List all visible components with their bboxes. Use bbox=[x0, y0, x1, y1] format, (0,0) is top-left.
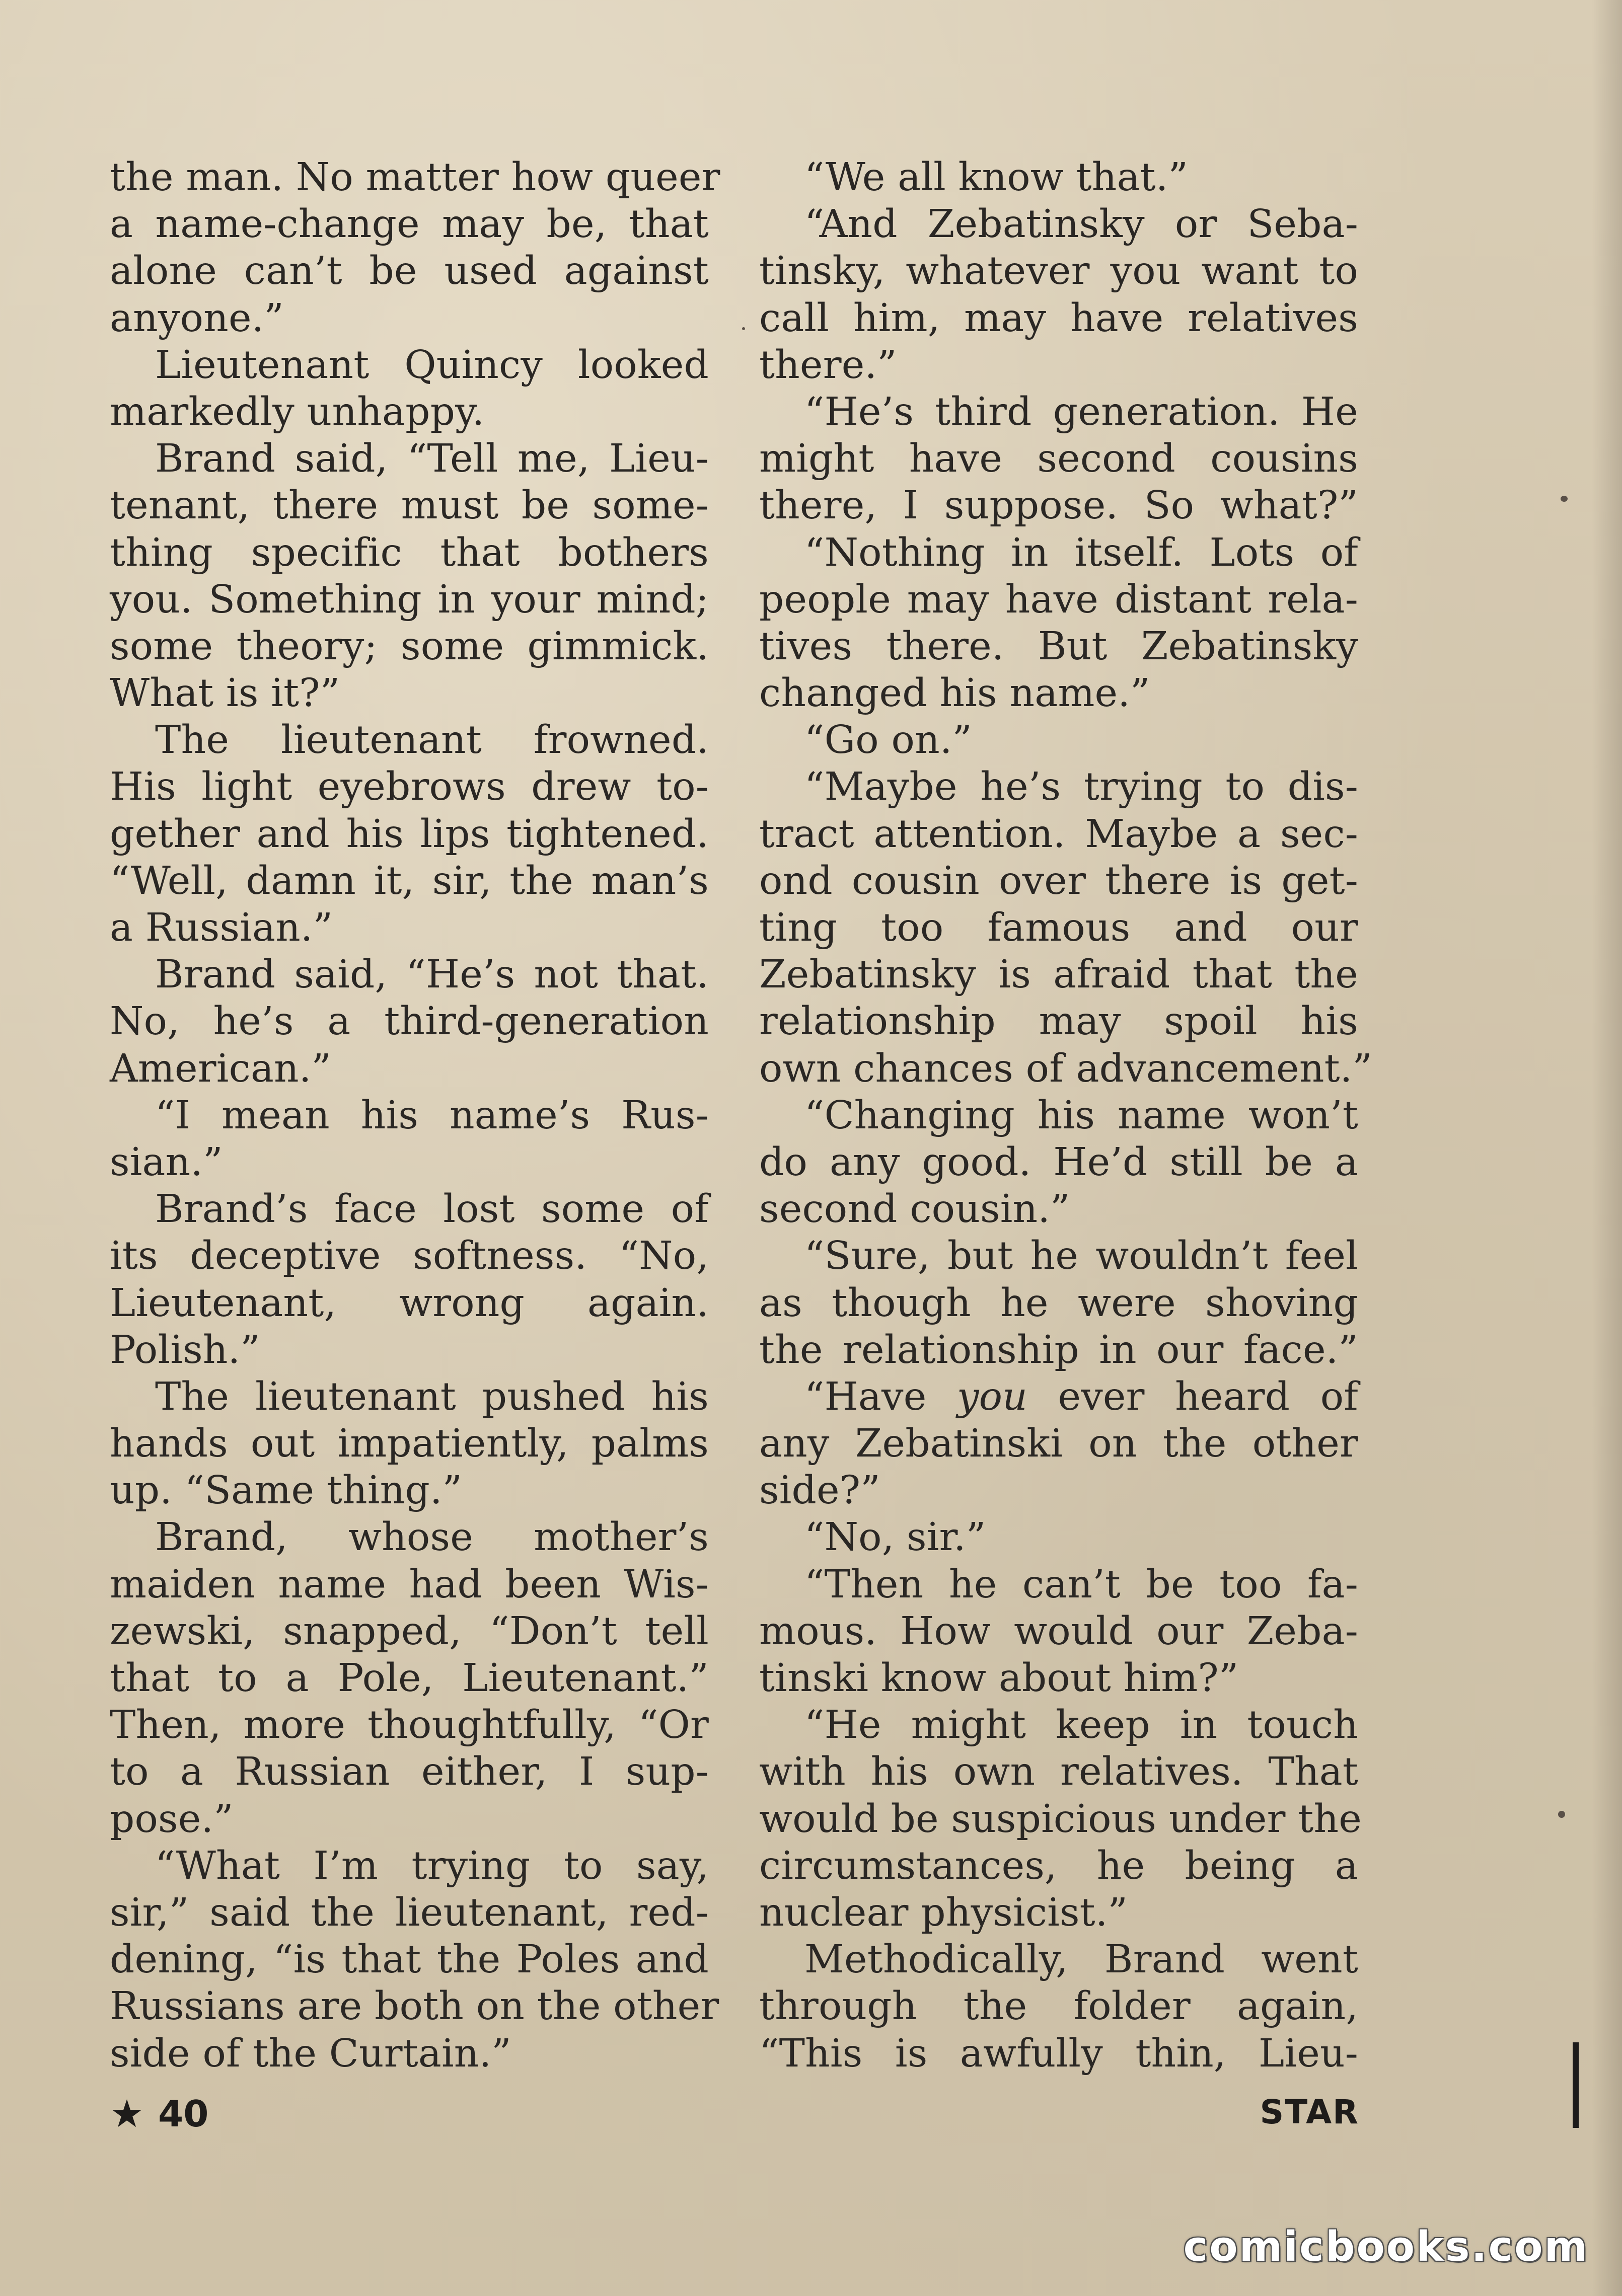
text-line: gether and his lips tightened. bbox=[110, 811, 709, 857]
page-edge-shadow bbox=[1592, 0, 1622, 2296]
text-line: its deceptive softness. “No, bbox=[110, 1234, 709, 1279]
page-footer-left bbox=[110, 2093, 208, 2135]
text-line: Brand said, “He’s not that. bbox=[155, 952, 709, 998]
text-line: nuclear physicist.” bbox=[759, 1890, 1128, 1935]
text-line: sir,” said the lieutenant, red- bbox=[110, 1890, 709, 1935]
text-line: up. “Same thing.” bbox=[110, 1468, 463, 1513]
text-line: Brand’s face lost some of bbox=[155, 1187, 709, 1232]
text-line: Lieutenant Quincy looked bbox=[155, 342, 709, 388]
text-line: call him, may have relatives bbox=[759, 295, 1358, 341]
text-line: “I mean his name’s Rus- bbox=[155, 1093, 709, 1138]
text-line: “Changing his name won’t bbox=[804, 1093, 1358, 1138]
text-line: tinsky, whatever you want to bbox=[759, 249, 1358, 294]
text-line: “This is awfully thin, Lieu- bbox=[759, 2031, 1358, 2076]
text-line: dening, “is that the Poles and bbox=[110, 1937, 709, 1982]
text-line: American.” bbox=[110, 1046, 332, 1091]
text-line: “He’s third generation. He bbox=[804, 389, 1358, 434]
text-line: the relationship in our face.” bbox=[759, 1327, 1358, 1372]
text-line: ond cousin over there is get- bbox=[759, 858, 1358, 903]
star-icon: ★ bbox=[110, 2091, 144, 2136]
text-line: ting too famous and our bbox=[759, 905, 1358, 950]
text-line: that to a Pole, Lieutenant.” bbox=[110, 1656, 709, 1701]
text-line: “Well, damn it, sir, the man’s bbox=[110, 858, 709, 903]
text-line: the man. No matter how queer bbox=[110, 155, 720, 200]
text-line: “We all know that.” bbox=[804, 155, 1189, 200]
text-line: Brand said, “Tell me, Lieu- bbox=[155, 436, 709, 482]
text-line: side?” bbox=[759, 1468, 880, 1513]
text-line: “Maybe he’s trying to dis- bbox=[804, 764, 1358, 810]
text-line: His light eyebrows drew to- bbox=[110, 764, 709, 810]
text-line: zewski, snapped, “Don’t tell bbox=[110, 1609, 709, 1654]
text-line: some theory; some gimmick. bbox=[110, 624, 709, 669]
paper-speck bbox=[742, 327, 745, 330]
text-line: Russians are both on the other bbox=[110, 1984, 719, 2029]
text-line: second cousin.” bbox=[759, 1187, 1070, 1232]
text-line: a name-change may be, that bbox=[110, 202, 709, 247]
text-line: there, I suppose. So what?” bbox=[759, 483, 1358, 528]
text-line: maiden name had been Wis- bbox=[110, 1562, 709, 1607]
emphasis-text: you bbox=[956, 1374, 1027, 1419]
text-line: “What I’m trying to say, bbox=[155, 1843, 709, 1888]
watermark-logo: comicbooks.com bbox=[1183, 2223, 1589, 2271]
text-line: through the folder again, bbox=[759, 1984, 1358, 2029]
text-line: to a Russian either, I sup- bbox=[110, 1749, 709, 1795]
text-line: do any good. He’d still be a bbox=[759, 1139, 1358, 1185]
text-line: a Russian.” bbox=[110, 905, 333, 950]
text-line: “Have you ever heard of bbox=[804, 1374, 1358, 1419]
left-text-column bbox=[110, 154, 720, 2077]
text-line: anyone.” bbox=[110, 295, 284, 341]
text-line: “And Zebatinsky or Seba- bbox=[804, 202, 1358, 247]
text-line: tenant, there must be some- bbox=[110, 483, 709, 528]
text-line: people may have distant rela- bbox=[759, 577, 1358, 622]
text-line: relationship may spoil his bbox=[759, 999, 1358, 1044]
text-line: markedly unhappy. bbox=[110, 389, 485, 434]
text-line: mous. How would our Zeba- bbox=[759, 1609, 1358, 1654]
text-line: sian.” bbox=[110, 1139, 223, 1185]
right-text-column bbox=[759, 154, 1373, 2077]
text-line: circumstances, he being a bbox=[759, 1843, 1358, 1888]
text-line: with his own relatives. That bbox=[759, 1749, 1358, 1795]
text-line: might have second cousins bbox=[759, 436, 1358, 482]
text-line: would be suspicious under the bbox=[759, 1796, 1362, 1842]
text-line: pose.” bbox=[110, 1796, 234, 1842]
text-line: “Nothing in itself. Lots of bbox=[804, 530, 1358, 575]
text-line: changed his name.” bbox=[759, 671, 1150, 716]
paper-speck bbox=[1561, 496, 1568, 502]
text-line: “He might keep in touch bbox=[804, 1703, 1358, 1748]
text-line: side of the Curtain.” bbox=[110, 2031, 511, 2076]
text-line: What is it?” bbox=[110, 671, 340, 716]
text-line: The lieutenant frowned. bbox=[155, 718, 709, 763]
page-number: 40 bbox=[158, 2093, 209, 2135]
paper-speck bbox=[1558, 1811, 1565, 1818]
text-line: there.” bbox=[759, 342, 897, 388]
text-line: Zebatinsky is afraid that the bbox=[759, 952, 1358, 998]
text-line: The lieutenant pushed his bbox=[155, 1374, 709, 1419]
text-line: No, he’s a third-generation bbox=[110, 999, 709, 1044]
publication-name: STAR bbox=[1260, 2093, 1359, 2131]
text-line: “Go on.” bbox=[804, 718, 973, 763]
text-line: Brand, whose mother’s bbox=[155, 1515, 709, 1560]
text-line: any Zebatinski on the other bbox=[759, 1421, 1358, 1467]
text-line: “No, sir.” bbox=[804, 1515, 986, 1560]
text-line: you. Something in your mind; bbox=[110, 577, 709, 622]
text-line: thing specific that bothers bbox=[110, 530, 709, 575]
text-line: tives there. But Zebatinsky bbox=[759, 624, 1358, 669]
text-line: tract attention. Maybe a sec- bbox=[759, 811, 1358, 857]
text-line: own chances of advancement.” bbox=[759, 1046, 1373, 1091]
text-line: alone can’t be used against bbox=[110, 249, 709, 294]
text-line: tinski know about him?” bbox=[759, 1656, 1239, 1701]
text-line: Then, more thoughtfully, “Or bbox=[110, 1703, 709, 1748]
text-line: as though he were shoving bbox=[759, 1280, 1358, 1326]
text-line: Polish.” bbox=[110, 1327, 260, 1372]
margin-bar-mark bbox=[1573, 2042, 1579, 2128]
text-line: “Sure, but he wouldn’t feel bbox=[804, 1234, 1358, 1279]
text-line: “Then he can’t be too fa- bbox=[804, 1562, 1358, 1607]
text-line: hands out impatiently, palms bbox=[110, 1421, 709, 1467]
text-line: Methodically, Brand went bbox=[804, 1937, 1358, 1982]
text-line: Lieutenant, wrong again. bbox=[110, 1280, 709, 1326]
